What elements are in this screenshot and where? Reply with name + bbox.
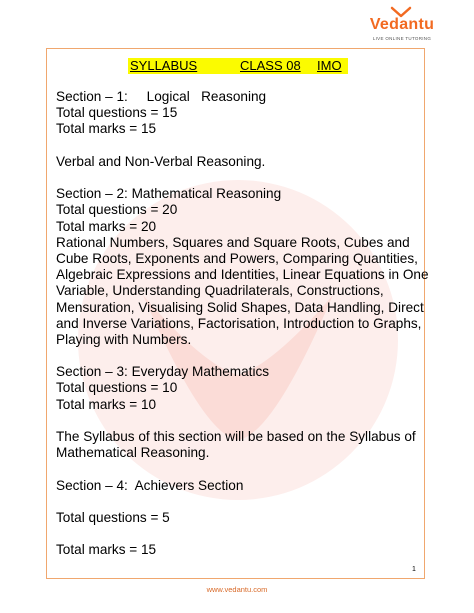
class-label: CLASS 08 xyxy=(240,58,301,73)
syllabus-content xyxy=(56,89,436,559)
section-4-heading: Section – 4: Achievers Section xyxy=(56,477,244,493)
section-3-heading: Section – 3: Everyday Mathematics xyxy=(56,364,270,380)
section-1-questions: Total questions = 15 xyxy=(56,105,178,121)
section-2-topics: Rational Numbers, Squares and Square Roots, Cubes and Cube Roots, Exponents and Powers, Comparing Quantities, Algebraic Expressions and Identities, Linear Equations in One Variable, Understanding Quadrilaterals, Constructions, Mensuration, Visualising Solid Shapes, Data Handling, Direct and Inverse Variations, Factorisation, Introduction to Graphs, Playing with Numbers. xyxy=(56,234,429,347)
logo-tagline: LIVE ONLINE TUTORING xyxy=(372,36,432,41)
section-3-description: The Syllabus of this section will be based on the Syllabus of Mathematical Reasoning. xyxy=(56,429,416,461)
page-number: 1 xyxy=(412,566,416,573)
section-1-marks: Total marks = 15 xyxy=(56,121,157,137)
section-2-marks: Total marks = 20 xyxy=(56,218,157,234)
syllabus-label: SYLLABUS xyxy=(130,58,198,73)
section-1-description: Verbal and Non-Verbal Reasoning. xyxy=(56,153,266,169)
logo-wordmark: Vedantu xyxy=(369,16,435,33)
section-2-heading: Section – 2: Mathematical Reasoning xyxy=(56,186,282,202)
section-1-heading: Section – 1: Logical Reasoning xyxy=(56,89,267,104)
section-3-marks: Total marks = 10 xyxy=(56,396,157,412)
vedantu-logo xyxy=(361,6,443,46)
footer-url[interactable]: www.vedantu.com xyxy=(206,585,268,594)
section-3-questions: Total questions = 10 xyxy=(56,380,178,396)
section-2-questions: Total questions = 20 xyxy=(56,202,178,218)
syllabus-title-bar xyxy=(128,58,348,74)
exam-label: IMO xyxy=(317,58,342,73)
section-4-questions: Total questions = 5 xyxy=(56,510,170,526)
section-4-marks: Total marks = 15 xyxy=(56,542,157,558)
